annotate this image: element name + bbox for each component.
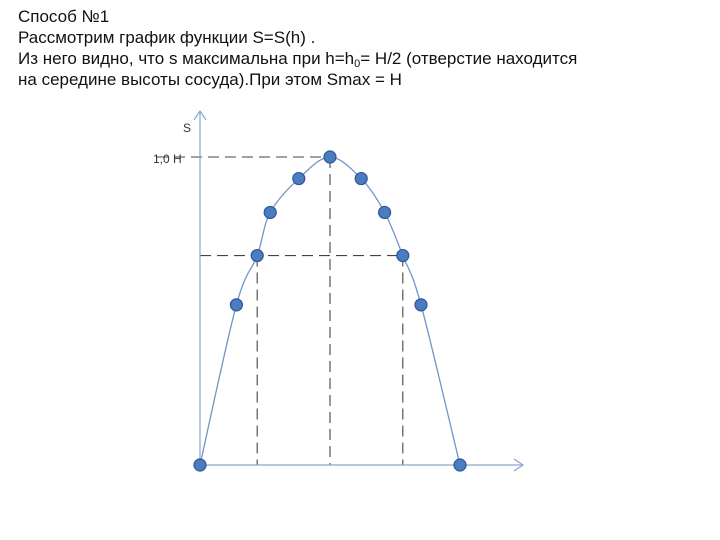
data-point-4: [264, 206, 276, 218]
data-point-10: [415, 299, 427, 311]
data-point-2: [230, 299, 242, 311]
data-point-7: [355, 173, 367, 185]
data-point-5: [293, 173, 305, 185]
data-point-11: [454, 459, 466, 471]
y-tick-label: 1,0 H: [153, 152, 182, 166]
guide-lines: [157, 157, 403, 465]
intro-line: Рассмотрим график функции S=S(h) .: [18, 28, 316, 47]
data-point-3: [251, 250, 263, 262]
subscript-zero: 0: [354, 58, 361, 70]
data-point-8: [379, 206, 391, 218]
data-point-6: [324, 151, 336, 163]
conclusion-suffix: = H/2 (отверстие находится: [360, 49, 578, 68]
data-point-1: [194, 459, 206, 471]
result-line: на середине высоты сосуда).При этом Smax = H: [18, 70, 402, 89]
data-point-9: [397, 250, 409, 262]
conclusion-prefix: Из него видно, что s максимальна при h=h: [18, 49, 355, 68]
y-axis-label: S: [183, 121, 192, 135]
axes: [194, 111, 523, 471]
method-title: Способ №1: [18, 7, 110, 26]
